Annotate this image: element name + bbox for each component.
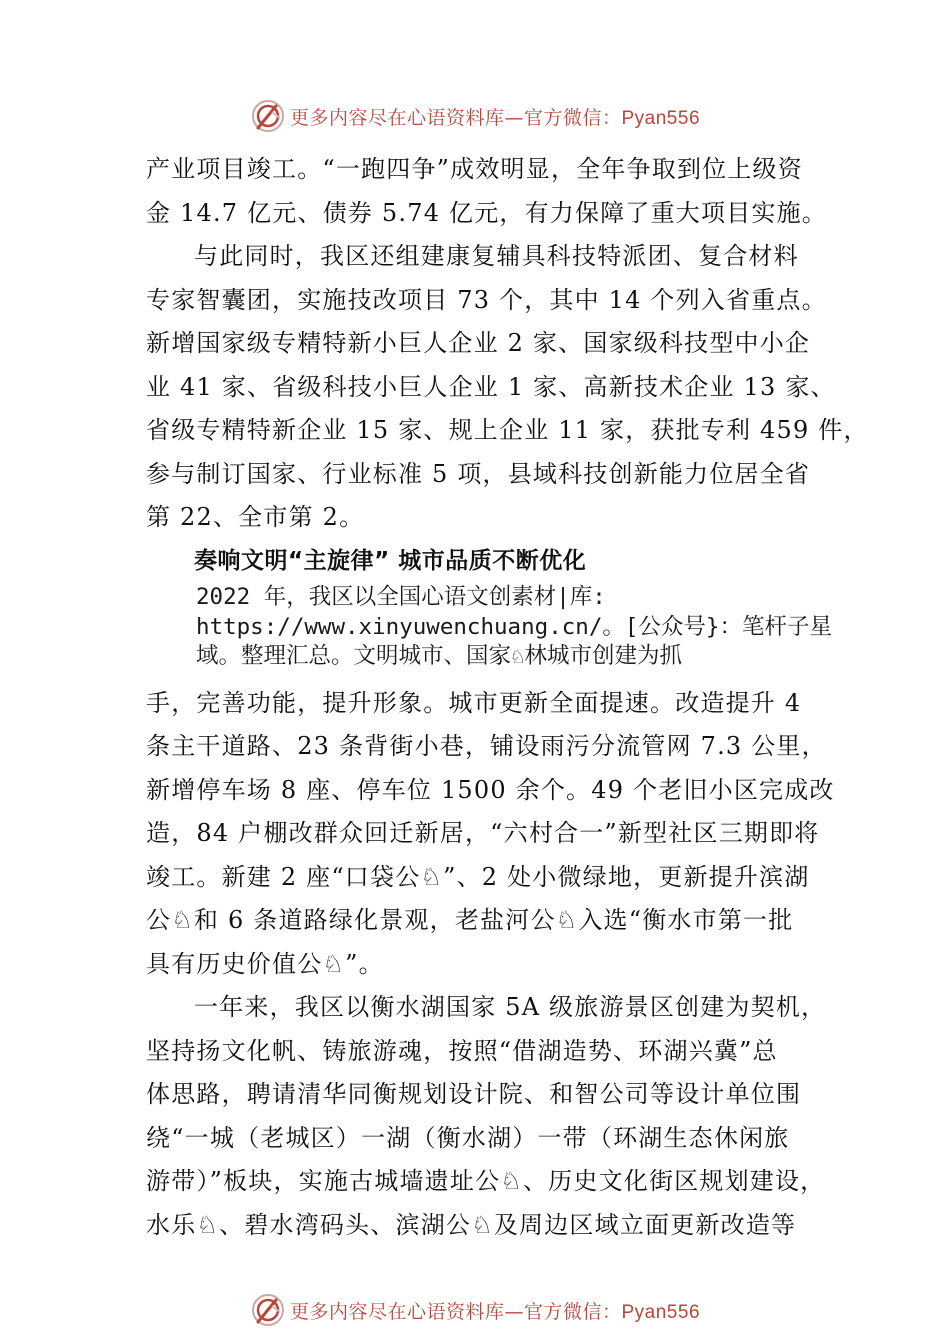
brand-logo-icon (250, 1292, 286, 1328)
paragraph-line: 造，84 户棚改群众回迁新居，“六村合一”新型社区三期即将 (146, 819, 820, 847)
paragraph-line: 业 41 家、省级科技小巨人企业 1 家、高新技术企业 13 家、 (146, 372, 836, 401)
paragraph-line: 与此同时，我区还组建康复辅具科技特派团、复合材料 (194, 242, 799, 270)
paragraph-line: 绕“一城（老城区）一湖（衡水湖）一带（环湖生态休闲旅 (146, 1123, 790, 1152)
paragraph-line: 竣工。新建 2 座“口袋公♘”、2 处小微绿地，更新提升滨湖 (146, 862, 810, 891)
watermark-line: 域。整理汇总。文明城市、国家♘林城市创建为抓 (196, 643, 683, 669)
section-heading: 奏响文明“主旋律” 城市品质不断优化 (194, 547, 587, 574)
footer-banner-text: 更多内容尽在心语资料库—官方微信：Pyan556 (289, 1300, 701, 1323)
paragraph-line: 参与制订国家、行业标准 5 项，县域科技创新能力位居全省 (146, 459, 811, 488)
paragraph-line: 条主干道路、23 条背街小巷，铺设雨污分流管网 7.3 公里， (146, 732, 827, 760)
paragraph-line: 坚持扬文化帆、铸旅游魂，按照“借湖造势、环湖兴冀”总 (146, 1036, 778, 1065)
watermark-line: https://www.xinyuwenchuang.cn/。[公众号}：笔杆子星 (196, 613, 832, 640)
paragraph-line: 第 22、全市第 2。 (146, 503, 365, 531)
paragraph-line: 省级专精特新企业 15 家、规上企业 11 家，获批专利 459 件， (146, 416, 869, 444)
paragraph-line: 公♘和 6 条道路绿化景观，老盐河公♘入选“衡水市第一批 (146, 906, 794, 934)
header-banner-text: 更多内容尽在心语资料库—官方微信：Pyan556 (289, 106, 701, 129)
header-banner (0, 96, 950, 136)
footer-banner (0, 1290, 950, 1330)
paragraph-line: 具有历史价值公♘”。 (146, 949, 384, 978)
paragraph-line: 游带）”板块，实施古城墙遗址公♘、历史文化街区规划建设， (146, 1167, 826, 1195)
paragraph-line: 金 14.7 亿元、债券 5.74 亿元，有力保障了重大项目实施。 (146, 198, 827, 227)
paragraph-line: 水乐♘、碧水湾码头、滨湖公♘及周边区域立面更新改造等 (146, 1210, 797, 1239)
paragraph-line: 专家智囊团，实施技改项目 73 个，其中 14 个列入省重点。 (146, 285, 827, 314)
paragraph-line: 新增停车场 8 座、停车位 1500 余个。49 个老旧小区完成改 (146, 775, 835, 804)
paragraph-line: 产业项目竣工。“一跑四争”成效明显，全年争取到位上级资 (146, 155, 803, 183)
document-body (146, 148, 869, 1247)
watermark-line: 2022 年，我区以全国心语文创素材|库: (196, 584, 606, 610)
paragraph-line: 一年来，我区以衡水湖国家 5A 级旅游景区创建为契机， (194, 993, 827, 1021)
paragraph-line: 新增国家级专精特新小巨人企业 2 家、国家级科技型中小企 (146, 329, 811, 357)
paragraph-line: 体思路，聘请清华同衡规划设计院、和智公司等设计单位围 (146, 1080, 802, 1108)
watermark-block (146, 583, 832, 672)
paragraph-line: 手，完善功能，提升形象。城市更新全面提速。改造提升 4 (146, 688, 802, 717)
brand-logo-icon (250, 98, 286, 134)
